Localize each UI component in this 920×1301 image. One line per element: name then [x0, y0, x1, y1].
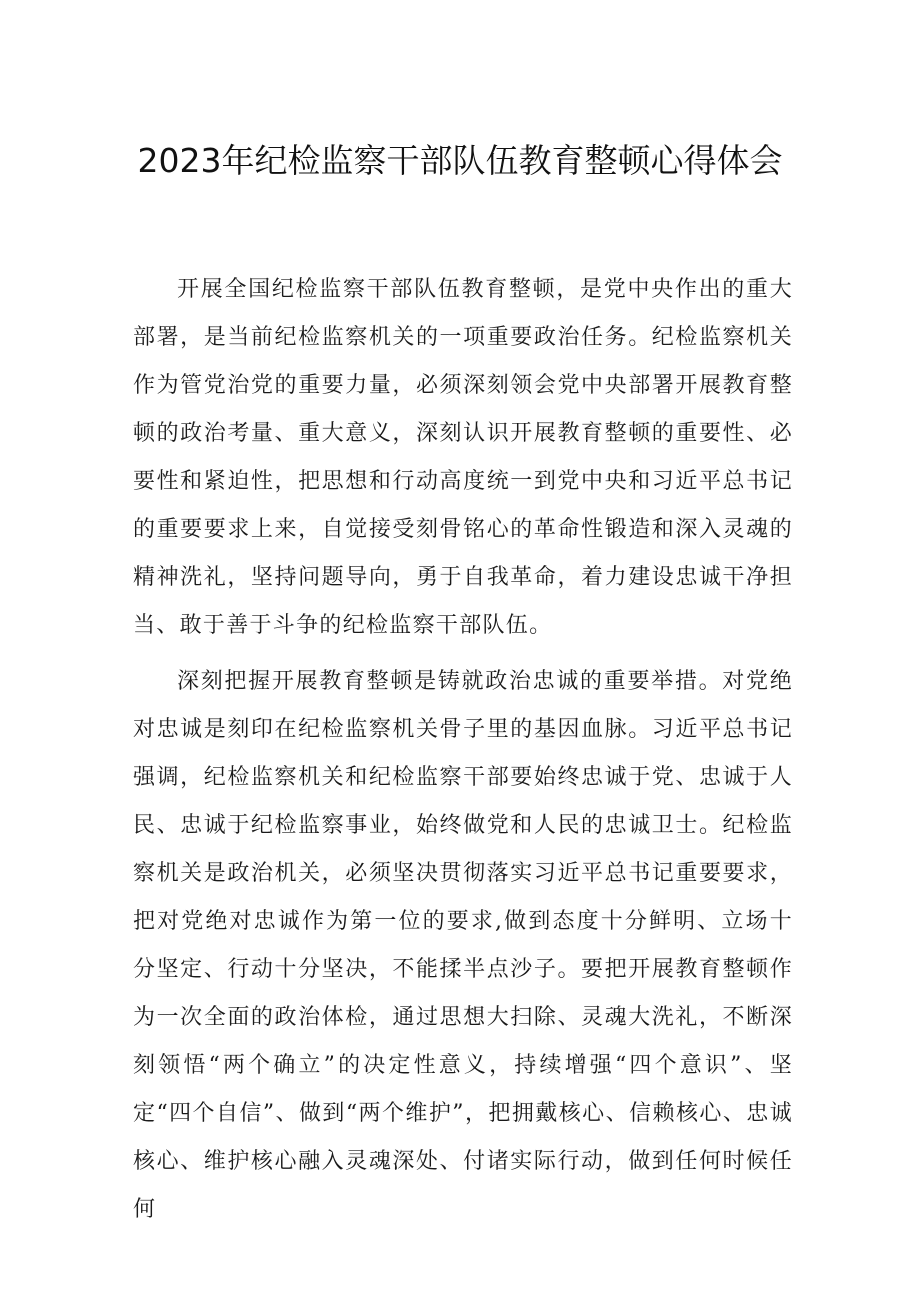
document-body: [133, 266, 793, 1242]
paragraph-2: 深刻把握开展教育整顿是铸就政治忠诚的重要举措。对党绝对忠诚是刻印在纪检监察机关骨子里的基因血脉。习近平总书记强调，纪检监察机关和纪检监察干部要始终忠诚于党、忠诚于人民、忠诚于纪检监察事业，始终做党和人民的忠诚卫士。纪检监察机关是政治机关，必须坚决贯彻落实习近平总书记重要要求，把对党绝对忠诚作为第一位的要求,做到态度十分鲜明、立场十分坚定、行动十分坚决，不能揉半点沙子。要把开展教育整顿作为一次全面的政治体检，通过思想大扫除、灵魂大洗礼，不断深刻领悟“两个确立”的决定性意义，持续增强“四个意识”、坚定“四个自信”、做到“两个维护”，把拥戴核心、信赖核心、忠诚核心、维护核心融入灵魂深处、付诸实际行动，做到任何时候任何: [133, 669, 793, 1222]
document-title: 2023年纪检监察干部队伍教育整顿心得体会: [137, 141, 783, 180]
paragraph-1: 开展全国纪检监察干部队伍教育整顿，是党中央作出的重大部署，是当前纪检监察机关的一项重要政治任务。纪检监察机关作为管党治党的重要力量，必须深刻领会党中央部署开展教育整顿的政治考量、重大意义，深刻认识开展教育整顿的重要性、必要性和紧迫性，把思想和行动高度统一到党中央和习近平总书记的重要要求上来，自觉接受刻骨铭心的革命性锻造和深入灵魂的精神洗礼，坚持问题导向，勇于自我革命，着力建设忠诚干净担当、敢于善于斗争的纪检监察干部队伍。: [133, 277, 793, 638]
